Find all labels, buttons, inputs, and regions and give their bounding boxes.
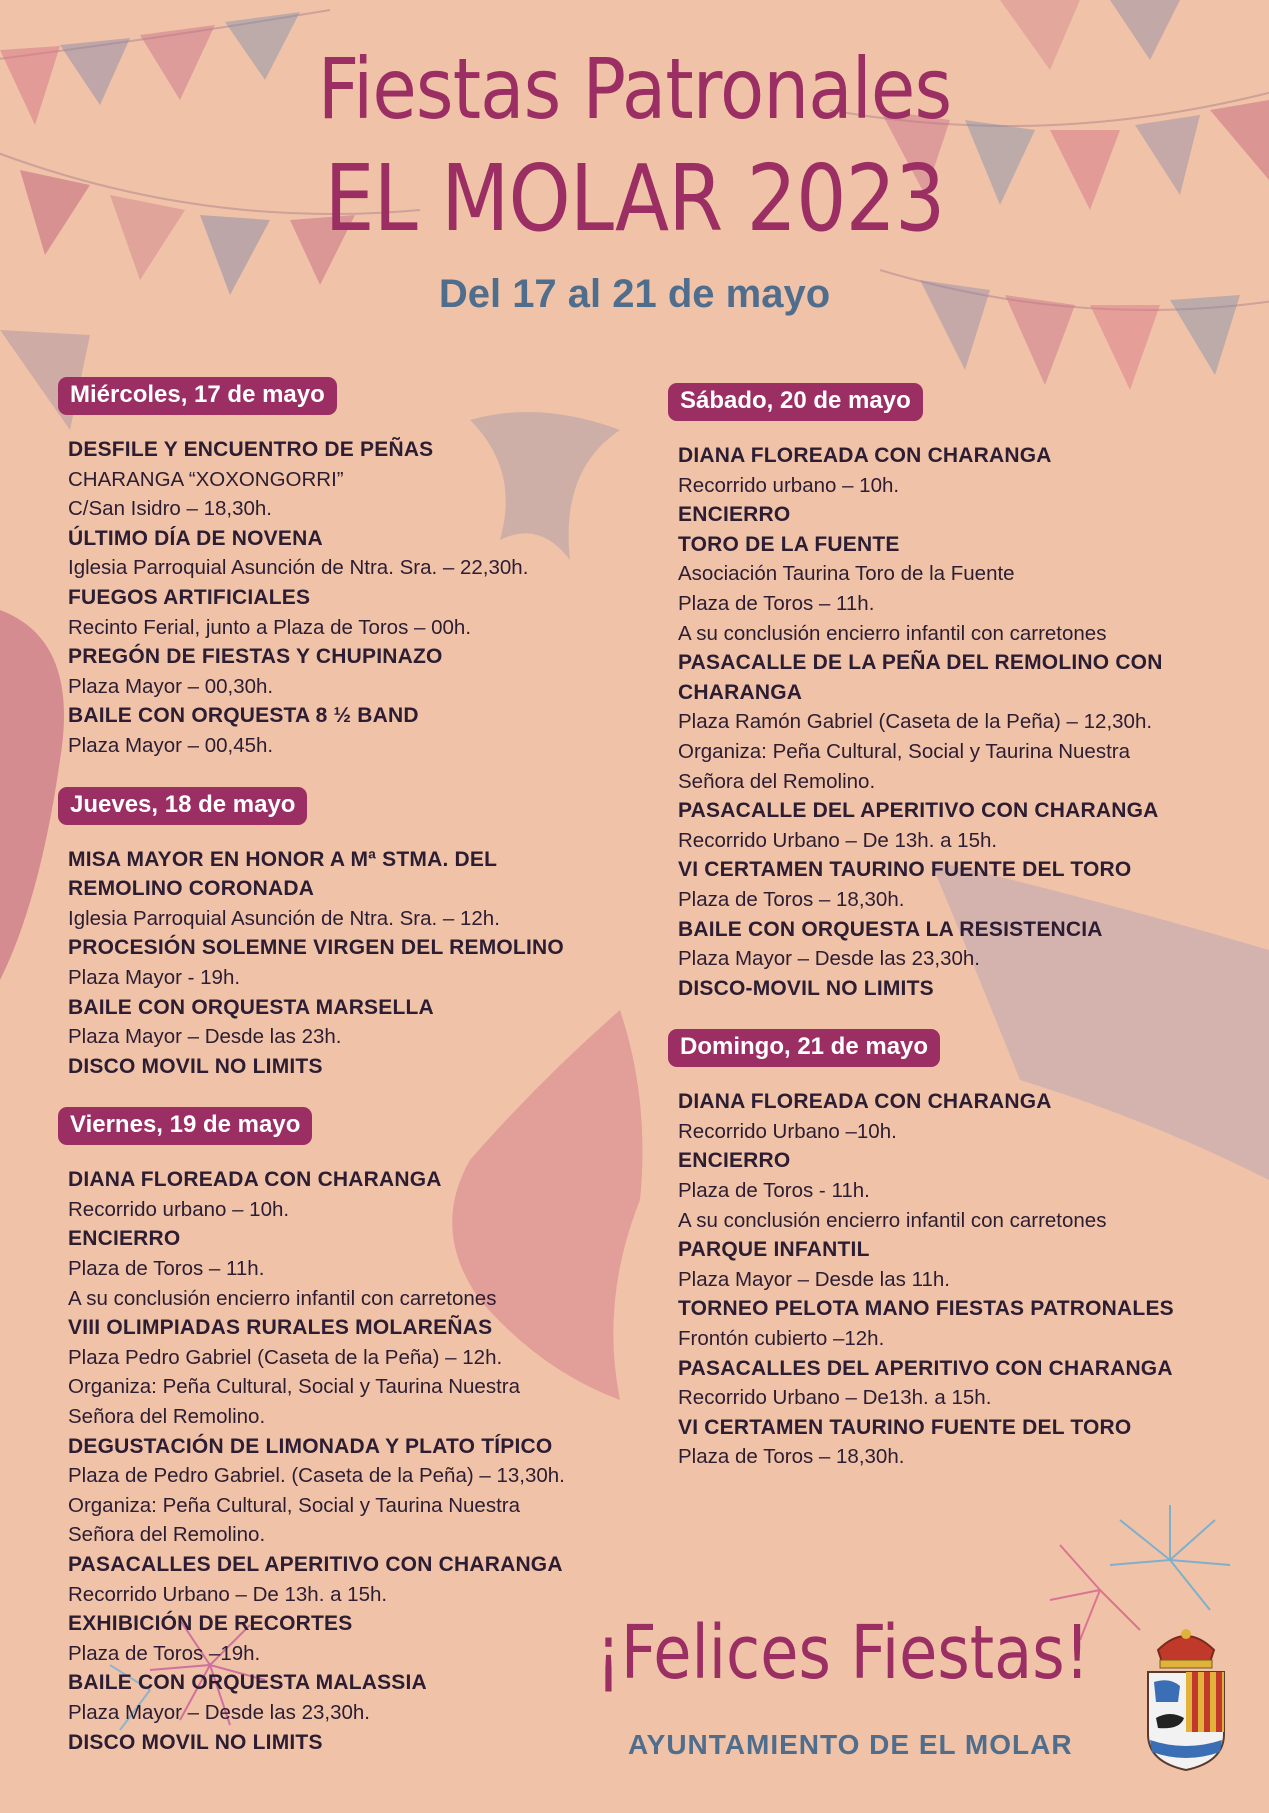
poster-subtitle: EL MOLAR 2023 — [324, 145, 945, 252]
bunting-flag — [1090, 305, 1160, 390]
bunting-flag — [20, 170, 90, 255]
coat-of-arms-icon — [1140, 1622, 1232, 1772]
bunting-flag — [1210, 100, 1269, 180]
event-detail: Iglesia Parroquial Asunción de Ntra. Sra. – 12h. — [68, 906, 500, 930]
event-title: BAILE CON ORQUESTA MALASSIA — [68, 1671, 427, 1695]
event-title: DESFILE Y ENCUENTRO DE PEÑAS — [68, 438, 434, 461]
event-title: ENCIERRO — [678, 1149, 791, 1173]
day-section — [58, 787, 648, 1082]
event-detail: Plaza Mayor – Desde las 23,30h. — [678, 947, 980, 971]
event-detail: Iglesia Parroquial Asunción de Ntra. Sra. – 22,30h. — [68, 556, 529, 580]
bunting-flag — [0, 46, 60, 125]
event-title: ÚLTIMO DÍA DE NOVENA — [68, 526, 323, 550]
event-detail: Plaza Mayor – Desde las 23,30h. — [68, 1700, 370, 1724]
event-detail: Organiza: Peña Cultural, Social y Taurina Nuestra — [68, 1375, 520, 1399]
event-detail: Plaza de Toros – 11h. — [678, 591, 875, 615]
event-title: PASACALLE DE LA PEÑA DEL REMOLINO CON — [678, 651, 1163, 675]
event-title: REMOLINO CORONADA — [68, 877, 315, 901]
event-detail: A su conclusión encierro infantil con carretones — [678, 621, 1107, 645]
greeting-text: ¡Felices Fiestas! — [596, 1610, 1090, 1696]
event-title: BAILE CON ORQUESTA MARSELLA — [68, 995, 434, 1019]
event-title: PARQUE INFANTIL — [678, 1238, 870, 1262]
event-detail: C/San Isidro – 18,30h. — [68, 497, 272, 521]
event-title: DIANA FLOREADA CON CHARANGA — [678, 444, 1052, 467]
waving-flag — [0, 610, 64, 980]
event-detail: Plaza Mayor - 19h. — [68, 965, 241, 989]
event-title: BAILE CON ORQUESTA 8 ½ BAND — [68, 704, 419, 728]
poster-title: Fiestas Patronales — [317, 40, 952, 138]
event-title: MISA MAYOR EN HONOR A Mª STMA. DEL — [68, 847, 498, 871]
event-title: VI CERTAMEN TAURINO FUENTE DEL TORO — [678, 858, 1132, 882]
event-detail: Plaza Pedro Gabriel (Caseta de la Peña) – 12h. — [68, 1345, 503, 1369]
event-detail: Recorrido urbano – 10h. — [68, 1197, 290, 1221]
event-detail: Plaza Mayor – Desde las 11h. — [678, 1267, 950, 1291]
event-title: DEGUSTACIÓN DE LIMONADA Y PLATO TÍPICO — [68, 1434, 553, 1458]
event-detail: Organiza: Peña Cultural, Social y Taurina Nuestra — [678, 739, 1130, 763]
day-section — [668, 383, 1228, 1003]
event-detail: Plaza Ramón Gabriel (Caseta de la Peña) – 12,30h. — [678, 710, 1153, 734]
event-detail: Plaza Mayor – 00,30h. — [68, 674, 274, 698]
event-detail: Asociación Taurina Toro de la Fuente — [678, 562, 1015, 586]
date-range: Del 17 al 21 de mayo — [438, 272, 831, 316]
event-title: DIANA FLOREADA CON CHARANGA — [678, 1090, 1052, 1114]
event-detail: Recorrido Urbano – De13h. a 15h. — [678, 1386, 992, 1410]
schedule-column-right — [668, 383, 1228, 1498]
event-detail: Recinto Ferial, junto a Plaza de Toros – 00h. — [68, 615, 472, 639]
day-section — [668, 1029, 1228, 1472]
schedule-column-left — [58, 377, 648, 1783]
event-title: EXHIBICIÓN DE RECORTES — [68, 1612, 353, 1636]
day-header: Viernes, 19 de mayo — [58, 1107, 312, 1145]
event-detail: Recorrido urbano – 10h. — [678, 473, 900, 497]
event-detail: Señora del Remolino. — [678, 769, 876, 793]
event-detail: CHARANGA “XOXONGORRI” — [68, 467, 344, 491]
event-title: VIII OLIMPIADAS RURALES MOLAREÑAS — [68, 1316, 493, 1340]
day-header: Miércoles, 17 de mayo — [58, 377, 337, 415]
event-title: DISCO MOVIL NO LIMITS — [68, 1730, 323, 1754]
event-detail: Plaza de Toros – 18,30h. — [678, 1445, 905, 1469]
event-detail: Frontón cubierto –12h. — [678, 1327, 885, 1351]
event-detail: Recorrido Urbano – De 13h. a 15h. — [68, 1582, 388, 1606]
event-detail: Plaza de Pedro Gabriel. (Caseta de la Peña) – 13,30h. — [68, 1464, 565, 1488]
event-title: PREGÓN DE FIESTAS Y CHUPINAZO — [68, 645, 443, 669]
day-header: Jueves, 18 de mayo — [58, 787, 307, 825]
event-title: DISCO MOVIL NO LIMITS — [68, 1054, 323, 1078]
event-detail: A su conclusión encierro infantil con carretones — [68, 1286, 497, 1310]
event-title: PASACALLES DEL APERITIVO CON CHARANGA — [678, 1356, 1173, 1380]
event-detail: Recorrido Urbano –10h. — [678, 1119, 897, 1143]
event-detail: Plaza de Toros –19h. — [68, 1641, 261, 1665]
event-detail: Recorrido Urbano – De 13h. a 15h. — [678, 828, 998, 852]
event-title: DIANA FLOREADA CON CHARANGA — [68, 1168, 442, 1192]
event-title: PASACALLES DEL APERITIVO CON CHARANGA — [68, 1553, 563, 1576]
event-title: BAILE CON ORQUESTA LA RESISTENCIA — [678, 917, 1103, 941]
day-section — [58, 1107, 648, 1757]
event-detail: Plaza de Toros – 18,30h. — [678, 887, 905, 911]
event-detail: Señora del Remolino. — [68, 1523, 266, 1547]
event-detail: Plaza de Toros - 11h. — [678, 1179, 870, 1203]
event-title: PROCESIÓN SOLEMNE VIRGEN DEL REMOLINO — [68, 936, 564, 960]
event-title: FUEGOS ARTIFICIALES — [68, 585, 311, 609]
event-detail: Plaza Mayor – 00,45h. — [68, 733, 274, 757]
event-title: TORO DE LA FUENTE — [678, 532, 900, 556]
event-title: TORNEO PELOTA MANO FIESTAS PATRONALES — [678, 1297, 1174, 1321]
event-detail: Plaza de Toros – 11h. — [68, 1257, 265, 1281]
event-title: ENCIERRO — [678, 503, 791, 527]
event-detail: Señora del Remolino. — [68, 1405, 266, 1429]
event-title: PASACALLE DEL APERITIVO CON CHARANGA — [678, 799, 1159, 823]
event-detail: Organiza: Peña Cultural, Social y Taurina Nuestra — [68, 1493, 520, 1517]
event-detail: Plaza Mayor – Desde las 23h. — [68, 1025, 342, 1049]
organizer-text: AYUNTAMIENTO DE EL MOLAR — [628, 1729, 1073, 1760]
event-title: CHARANGA — [678, 680, 803, 704]
day-header: Sábado, 20 de mayo — [668, 383, 923, 421]
day-section — [58, 377, 648, 761]
event-title: ENCIERRO — [68, 1227, 181, 1251]
event-detail: A su conclusión encierro infantil con carretones — [678, 1208, 1107, 1232]
event-title: VI CERTAMEN TAURINO FUENTE DEL TORO — [678, 1415, 1132, 1439]
event-title: DISCO-MOVIL NO LIMITS — [678, 976, 934, 1000]
day-header: Domingo, 21 de mayo — [668, 1029, 940, 1067]
